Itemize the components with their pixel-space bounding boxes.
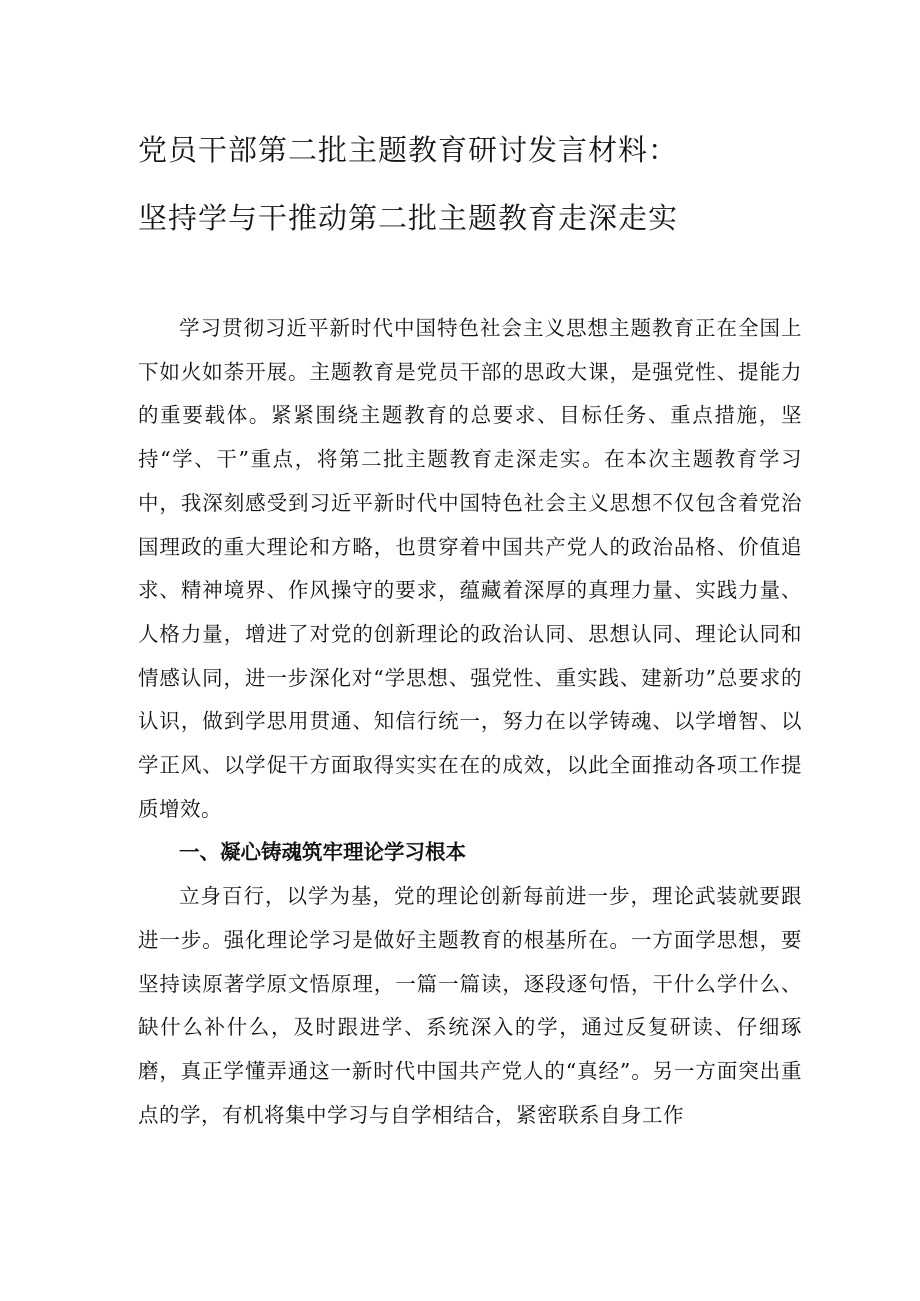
document-title — [138, 134, 818, 235]
document-body — [138, 307, 802, 1137]
title-line-1: 党员干部第二批主题教育研讨发言材料： — [138, 133, 679, 167]
title-line-2: 坚持学与干推动第二批主题教育走深走实 — [138, 201, 679, 235]
section-heading: 一、凝心铸魂筑牢理论学习根本 — [179, 840, 466, 865]
intro-paragraph: 学习贯彻习近平新时代中国特色社会主义思想主题教育正在全国上下如火如荼开展。主题教育是党员干部的思政大课，是强党性、提能力的重要载体。紧紧围绕主题教育的总要求、目标任务、重点措施，坚持“学、干”重点，将第二批主题教育走深走实。在本次主题教育学习中，我深刻感受到习近平新时代中国特色社会主义思想不仅包含着党治国理政的重大理论和方略，也贯穿着中国共产党人的政治品格、价值追求、精神境界、作风操守的要求，蕴藏着深厚的真理力量、实践力量、人格力量，增进了对党的创新理论的政治认同、思想认同、理论认同和情感认同，进一步深化对“学思想、强党性、重实践、建新功”总要求的认识，做到学思用贯通、知信行统一，努力在以学铸魂、以学增智、以学正风、以学促干方面取得实实在在的成效，以此全面推动各项工作提质增效。 — [138, 316, 802, 821]
section-paragraph: 立身百行，以学为基，党的理论创新每前进一步，理论武装就要跟进一步。强化理论学习是做好主题教育的根基所在。一方面学思想，要坚持读原著学原文悟原理，一篇一篇读，逐段逐句悟，干什么学什么、缺什么补什么，及时跟进学、系统深入的学，通过反复研读、仔细琢磨，真正学懂弄通这一新时代中国共产党人的“真经”。另一方面突出重点的学，有机将集中学习与自学相结合，紧密联系自身工作 — [138, 884, 802, 1127]
